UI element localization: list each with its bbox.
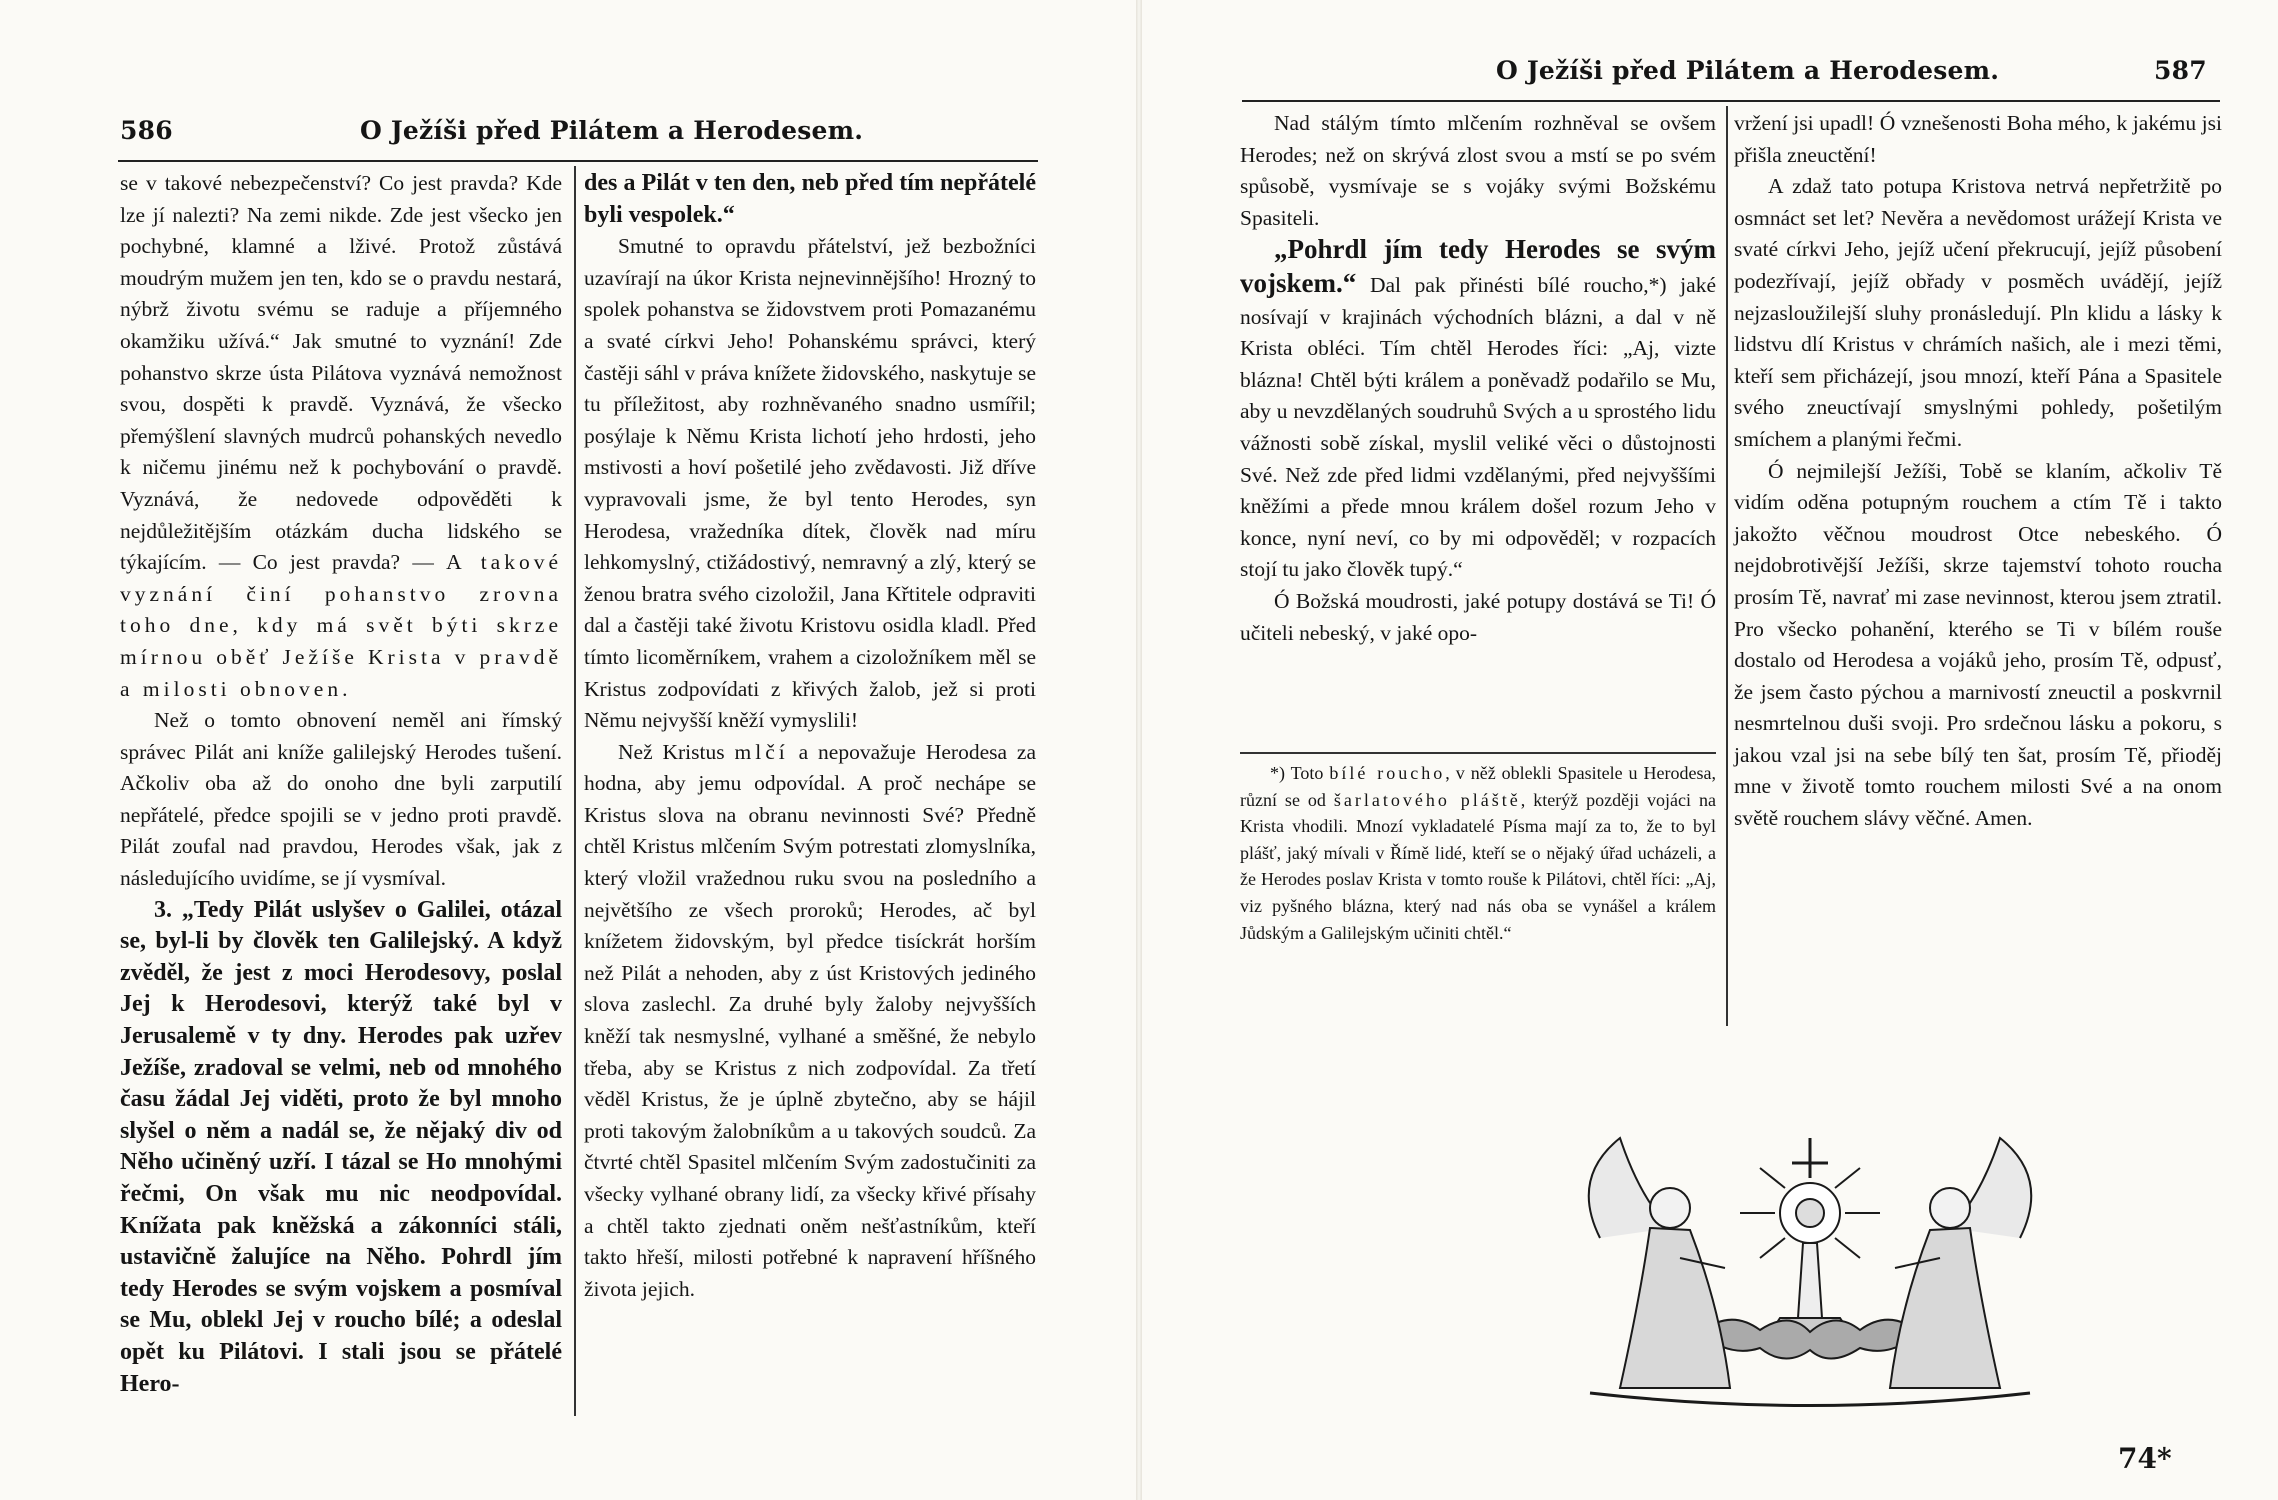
paragraph xyxy=(1240,234,1716,586)
footnote-text: , kterýž později vojáci na Krista vhodili. Mnozí vykladatelé Písma mají za to, že to byl plášť, jaký mívali v Římě lidé, kteří se o nějaký úřad ucházeli, a že Herodes poslav Krista v tomto rouše k Pilátovi, chtěl říci: „Aj, viz pyšného blázna, který nad nás oba se vynášel a králem Jůdským a Galilejským učiniti chtěl.“ xyxy=(1240,789,1716,943)
paragraph-text: Ó Božská moudrosti, jaké potupy dostává se Ti! Ó učiteli nebeský, v jaké opo- xyxy=(1240,588,1716,645)
spaced-emphasis: bílé roucho xyxy=(1329,763,1446,783)
paragraph-text: A zdaž tato potupa Kristova netrvá nepřetržitě po osmnáct set let? Nevěra a nevědomost urážejí Krista ve svaté církvi Jeho, jejíž učení překrucují, jejíž působení podezřívají, jejíž obřady v posměch uvádějí, jejíž nejzasloužilejší sluhy pronásledují. Pln klidu a lásky k lidstvu dlí Kristus v chrámích našich, ale i mezi těmi, kteří sem přicházejí, jsou mnozí, kteří Pána a Spasitele svého zneuctívají smyslnými pohledy, pošetilým smíchem a planými řečmi. xyxy=(1734,174,2222,451)
spaced-emphasis: mlčí xyxy=(734,739,789,764)
spaced-emphasis: šarlatového pláště xyxy=(1333,789,1521,810)
paragraph-text: Než o tomto obnovení neměl ani římský správec Pilát ani kníže galilejský Herodes tušení. Ačkoliv oba až do onoho dne byli zarputilí nepřátelé, předce spojili se v jedno proti pravdě. Pilát zoufal nad pravdou, Herodes však, jak z následujícího uvidíme, se jí vysmíval. xyxy=(120,708,562,891)
scripture-quote: 3. „Tedy Pilát uslyšev o Galilei, otázal se, byl-li by člověk ten Galilejský. A když zvěděl, že jest z moci Herodesovy, poslal Jej k Herodesovi, kterýž také byl v Jerusalemě v ty dny. Herodes pak uzřev Ježíše, zradoval se velmi, neb od mnohého času žádal Jej viděti, proto že byl mnoho slyšel o něm a nadál se, že nějaký div od Něho učiněný uzří. I tázal se Ho mnohými řečmi, On však mu nic neodpovídal. Knížata pak kněžská a zákonníci stáli, ustavičně žalujíce na Něho. Pohrdl jím tedy Herodes se svým vojskem a posmíval se Mu, oblekl Jej v roucho bílé; a odeslal opět ku Pilátovi. I stali jsou se přátelé Hero- xyxy=(120,896,562,1397)
paragraph xyxy=(1734,171,2222,455)
spaced-emphasis: A takové vyznání činí pohanstvo zrovna toho dne, kdy má svět býti skrze mírnou oběť Ježíše Krista v pravdě a milosti obnoven. xyxy=(120,550,562,701)
paragraph-text: Smutné to opravdu přátelství, jež bezbožníci uzavírají na úkor Krista nejnevinnějšího! Hrozný to spolek pohanstva se židovstvem proti Pomazanému a svaté církvi Jeho! Pohanskému správci, který častěji sáhl v práva knížete židovského, naskytuje se tu příležitost, aby rozhněvaného snadno usmířil; posýlaje k Němu Krista lichotí jeho hrdosti, jeho mstivosti a hoví pošetilé jeho zvědavosti. Již dříve vypravovali jsme, že byl tento Herodes, syn Herodesa, vražedníka dítek, člověk nad míru lehkomyslný, ctižádostivý, nemravný a zlý, který se ženou bratra svého cizoložil, Jana Křtitele odpraviti dal a častěji také životu Kristovu osidla kladl. Před tímto licoměrníkem, vrahem a cizoložníkem měl se Kristus zodpovídati z křivých žalob, jež si proti Němu nejvyšší kněží vymyslili! xyxy=(584,234,1036,733)
footnote-text: , v něž oblekli Spasitele u Herodesa, různí se od xyxy=(1240,763,1716,810)
scripture-quote: des a Pilát v ten den, neb před tím nepřátelé byli vespolek.“ xyxy=(584,170,1036,228)
running-head-left: O Ježíši před Pilátem a Herodesem. xyxy=(360,116,864,145)
column-divider-left xyxy=(574,166,576,1416)
paragraph-text: Než Kristus xyxy=(618,739,735,764)
book-spine xyxy=(1136,0,1142,1500)
paragraph-text: vržení jsi upadl! Ó vznešenosti Boha mého, k jakému jsi přišla zneuctění! xyxy=(1734,111,2222,167)
right-page-column-2 xyxy=(1734,108,2222,835)
angels-adoring-monstrance-icon xyxy=(1560,1118,2060,1418)
paragraph xyxy=(120,895,562,1401)
paragraph xyxy=(584,168,1036,231)
paragraph xyxy=(1734,456,2222,835)
page-number-right: 587 xyxy=(2154,56,2207,85)
page-number-left: 586 xyxy=(120,116,173,145)
left-page-column-2 xyxy=(584,168,1036,1305)
right-page-column-1 xyxy=(1240,108,1716,649)
footnote xyxy=(1240,760,1716,946)
paragraph-text: Ó nejmilejší Ježíši, Tobě se klaním, ačkoliv Tě vidím oděna potupným rouchem a ctím Tě i takto jakožto věčnou moudrost Otce nebeského. Ó nejdobrotivější Ježíši, skrze tajemství tohoto roucha prosím Tě, navrať mi zase nevinnost, kterou jsem ztratil. Pro všecko pohanění, kterého se Ti v bílém rouše dostalo od Herodesa a vojáků jeho, prosím Tě, odpusť, že jsem často pýchou a marnivostí zneuctil a poskvrnil nesmrtelnou duši svoji. Pro srdečnou lásku a pokoru, s jakou vzal jsi na sebe bílý ten šat, prosím Tě, přioděj mne v životě tomto rouchem milosti Své a na onom světě rouchem slávy věčné. Amen. xyxy=(1734,458,2222,831)
paragraph xyxy=(1734,108,2222,171)
paragraph xyxy=(584,737,1036,1306)
paragraph-text: se v takové nebezpečenství? Co jest pravda? Kde lze jí nalezti? Na zemi nikde. Zde jest všecko jen pochybné, klamné a lživé. Protož zůstává moudrým mužem jen ten, kdo se o pravdu nestará, nýbrž životu svému se raduje a příjemného okamžiku užívá.“ Jak smutné to vyznání! Zde pohanstvo skrze ústa Pilátova vyznává nemožnost svou, dospěti k pravdě. Vyznává, že všecko přemýšlení slavných mudrců pohanských nevedlo k ničemu jinému než k pochybování o pravdě. Vyznává, že nedovede odpověděti k nejdůležitějším otázkám ducha lidského se týkajícím. — Co jest pravda? — xyxy=(120,171,562,575)
paragraph xyxy=(1240,586,1716,649)
paragraph xyxy=(584,231,1036,737)
footnote-rule xyxy=(1240,752,1716,754)
running-head-right: O Ježíši před Pilátem a Herodesem. xyxy=(1496,56,2000,85)
footnote-text: *) Toto xyxy=(1270,763,1330,783)
header-rule-left xyxy=(118,160,1038,162)
paragraph xyxy=(1240,108,1716,234)
column-divider-right xyxy=(1726,106,1728,1026)
paragraph xyxy=(120,705,562,895)
paragraph xyxy=(120,168,562,705)
footnote-paragraph xyxy=(1240,760,1716,946)
header-rule-right xyxy=(1242,100,2220,102)
scripture-quote: „Pohrdl jím tedy Herodes se svým vojskem.“ xyxy=(1240,234,1716,298)
paragraph-text: Dal pak přinésti bílé roucho,*) jaké nosívají v krajinách východních blázni, a dal v ně Krista obléci. Tím chtěl Herodes říci: „Aj, vizte blázna! Chtěl býti králem a poněvadž podařilo se Mu, aby u nevzdělaných soudruhů Svých a u sprostého lidu vážnosti sobě získal, myslil veliké věci o důstojnosti Své. Než zde před lidmi vzdělanými, před nejvyššími kněžími a přede mnou králem došel rozum Jeho v konce, nyní neví, co by mi odpověděl; v rozpacích stojí tu jako člověk tupý.“ xyxy=(1240,272,1716,582)
left-page-column-1 xyxy=(120,168,562,1400)
signature-mark: 74* xyxy=(2118,1442,2172,1475)
paragraph-text: a nepovažuje Herodesa za hodna, aby jemu odpovídal. A proč nechápe se Kristus slova na obranu nevinnosti Své? Předně chtěl Kristus mlčením Svým potrestati zlomyslníka, který vložil vražednou ruku svou na posledního a největšího ze všech proroků; Herodes, ač byl knížetem židovským, byl předce tisíckrát horším než Pilát a nehoden, aby z úst Kristových jediného slova zaslechl. Za druhé byly žaloby nejvyšších kněží tak nesmyslné, vylhané a směšné, že nebylo třeba, aby se Kristus z nich zodpovídal. Za třetí věděl Kristus, že je úplně zbytečno, aby se hájil proti takovým žalobníkům a u takových soudců. Za čtvrté chtěl Spasitel mlčením Svým zadostučiniti za všecky vylhané obrany lidí, za všecky křivé přísahy a chtěl takto zjednati oněm nešťastníkům, kteří takto hřeší, milosti potřebné k napravení hříšného života jejich. xyxy=(584,739,1036,1301)
paragraph-text: Nad stálým tímto mlčením rozhněval se ovšem Herodes; než on skrývá zlost svou a mstí se po svém spůsobě, vysmívaje se s vojáky svými Božskému Spasiteli. xyxy=(1240,111,1716,230)
